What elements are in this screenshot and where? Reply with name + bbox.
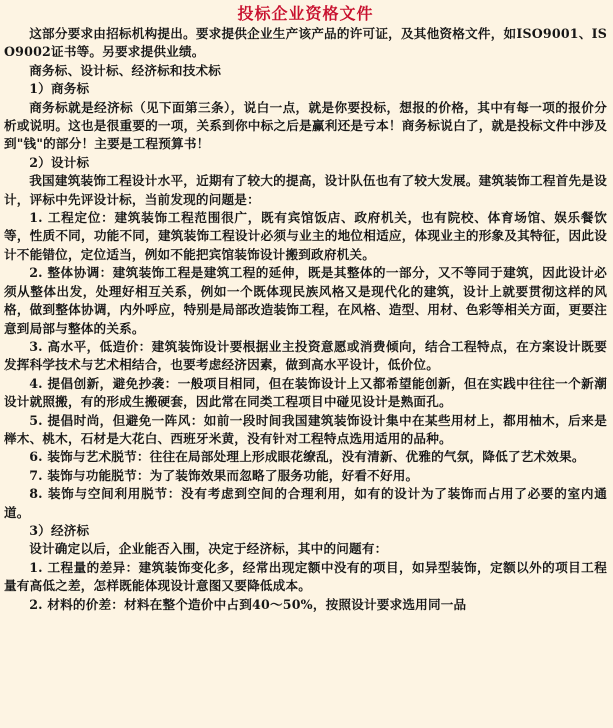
subsection-heading: 1）商务标 <box>29 81 90 97</box>
list-item: 8. 装饰与空间利用脱节：没有考虑到空间的合理利用，如有的设计为了装饰而占用了必要的室内通道。 <box>4 486 607 520</box>
subsection-heading: 3）经济标 <box>29 522 90 538</box>
paragraph: 我国建筑装饰工程设计水平，近期有了较大的提高，设计队伍也有了较大发展。建筑装饰工程首先是设计，评标中先评设计标，当前发现的问题是： <box>4 173 607 207</box>
list-item: 7. 装饰与功能脱节：为了装饰效果而忽略了服务功能，好看不好用。 <box>29 467 419 483</box>
list-item: 4. 提倡创新，避免抄袭：一般项目相同，但在装饰设计上又都希望能创新，但在实践中往往一个新潮设计就照搬，有的形成生搬硬套，因此常在同类工程项目中碰见设计是熟面孔。 <box>4 375 607 410</box>
list-item: 6. 装饰与艺术脱节：往往在局部处理上形成眼花缭乱，没有清新、优雅的气氛，降低了艺术效果。 <box>29 449 585 465</box>
paragraph: 商务标就是经济标（见下面第三条），说白一点，就是你要投标，想报的价格，其中有每一项的报价分析或说明。这也是很重要的一项，关系到你中标之后是赢利还是亏本！商务标说白了，就是投标文件中涉及到"钱"的部分！主要是工程预算书！ <box>4 99 607 152</box>
list-item: 3. 高水平，低造价：建筑装饰设计要根据业主投资意愿或消费倾向，结合工程特点，在方案设计既要发挥科学技术与艺术相结合，也要考虑经济因素，做到高水平设计，低价位。 <box>4 338 607 373</box>
document-title: 投标企业资格文件 <box>237 4 374 23</box>
section-heading: 商务标、设计标、经济标和技术标 <box>29 62 222 78</box>
list-item: 1. 工程定位：建筑装饰工程范围很广，既有宾馆饭店、政府机关，也有院校、体育场馆、娱乐餐饮等，性质不同，功能不同，建筑装饰工程设计必须与业主的地位相适应，体现业主的形象及其特征，因此设计不能错位，定位适当，例如不能把宾馆装饰设计搬到政府机关。 <box>4 210 607 262</box>
paragraph: 这部分要求由招标机构提出。要求提供企业生产该产品的许可证，及其他资格文件，如ISO9001、ISO9002证书等。另要求提供业绩。 <box>4 26 607 60</box>
paragraph: 设计确定以后，企业能否入围，决定于经济标，其中的问题有： <box>29 541 388 557</box>
list-item: 1. 工程量的差异：建筑装饰变化多，经常出现定额中没有的项目，如异型装饰，定额以外的项目工程量有高低之差，怎样既能体现设计意图又要降低成本。 <box>4 559 607 594</box>
subsection-heading: 2）设计标 <box>29 154 90 170</box>
list-item: 5. 提倡时尚，但避免一阵风：如前一段时间我国建筑装饰设计集中在某些用材上，都用柚木，后来是榉木、桃木，石材是大花白、西班牙米黄，没有针对工程特点选用适用的品种。 <box>4 412 607 446</box>
list-item: 2. 整体协调：建筑装饰工程是建筑工程的延伸，既是其整体的一部分，又不等同于建筑，因此设计必须从整体出发，处理好相互关系，例如一个既体现民族风格又是现代化的建筑，设计上就要贯彻这样的风格，做到整体协调，内外呼应，特别是局部改造装饰工程，在风格、造型、用材、色彩等相关方面，更要注意到局部与整体的关系。 <box>4 265 607 336</box>
list-item: 2. 材料的价差：材料在整个造价中占到40～50%，按照设计要求选用同一品 <box>29 596 467 612</box>
document-body <box>4 25 607 614</box>
